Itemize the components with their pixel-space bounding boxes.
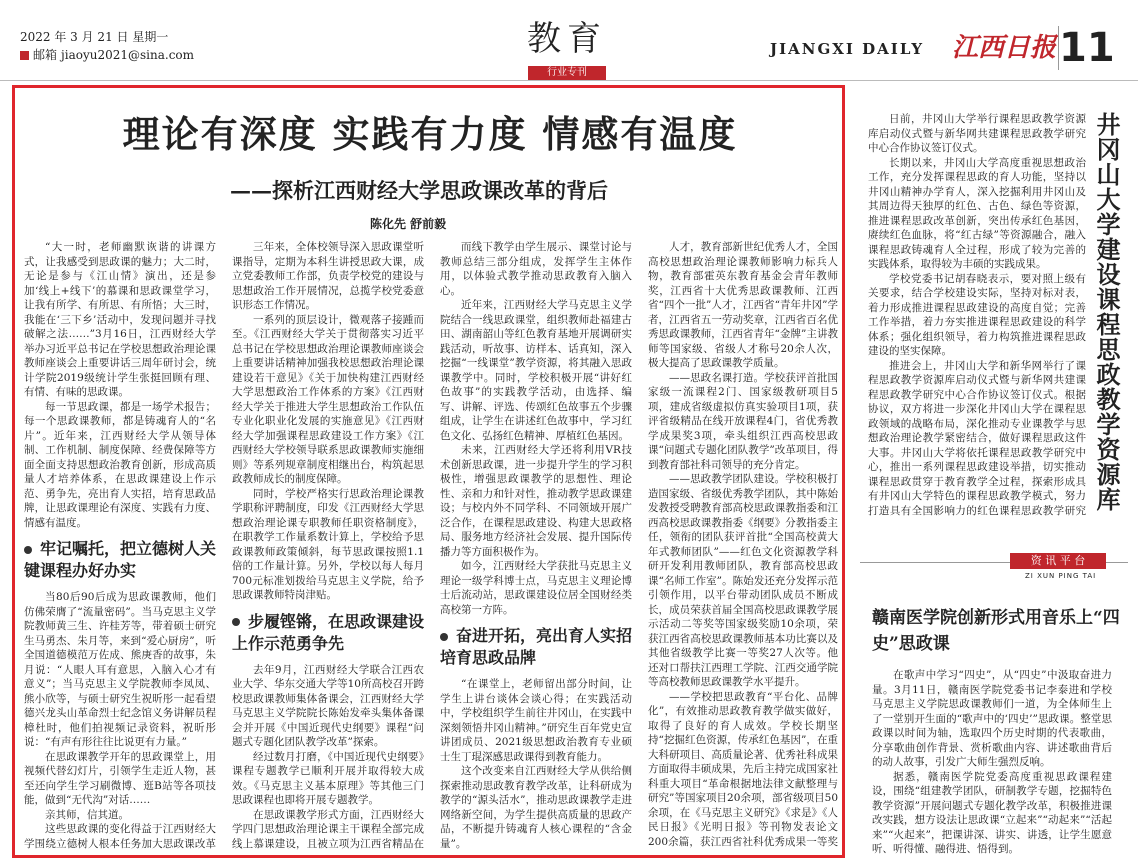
paragraph: 同时，学校严格实行思政治理论课教学职称评聘制度，印发《江西财经大学思想政治理论课专职教师任职资格制度》，在职教学工作量系数计算上，学校给予思政课教师政策倾斜，每节思政课按照1.1倍的工作量计算。另外，学校以每人每月700元标准划拨给马克思主义学院，给予思政课教师特岗津贴。 xyxy=(232,487,424,601)
article-column-2 xyxy=(232,240,424,850)
byline: 陈化先 舒前毅 xyxy=(370,217,447,231)
mail-marker-icon xyxy=(20,51,29,60)
paper-name-en: JIANGXI DAILY xyxy=(770,40,925,58)
section-heading-3: 奋进开拓，亮出育人实招培育思政品牌 xyxy=(440,626,632,667)
masthead-meta xyxy=(20,28,194,64)
paragraph: 在歌声中学习“四史”，从“四史”中汲取奋进力量。3月11日，赣南医学院党委书记李泰进和学校马克思主义学院思政课教师们一道，为全体师生上了一堂别开生面的“歌声中的‘四史’”思政课。整堂思政课以时间为轴，选取四个历史时期的代表歌曲，分享歌曲创作背景、赏析歌曲内容、讲述歌曲背后的动人故事，引发广大师生强烈反响。 xyxy=(872,669,1112,768)
paragraph: 学校党委书记胡春晓表示，要对照上级有关要求，结合学校建设实际，坚持对标对表，着力形成推进课程思政建设的高度自觉；完善工作举措，着力夯实推进课程思政建设的科学体系；强化组织领导，着力构筑推进课程思政建设的坚实保障。 xyxy=(868,272,1086,357)
paragraph: 推进会上，井冈山大学和新华网举行了课程思政教学资源库启动仪式暨与新华网共建课程思政教学研究中心合作协议签订仪式。根据协议，双方将进一步深化井冈山大学在课程思政领域的战略布局，深化推动专业课教学与思想政治理论教学紧密结合，做好课程思政这件大事。井冈山大学将依托课程思政教学研究中心，推出一系列课程思政建设举措，切实推动课程思政贯穿于教育教学全过程，探索形成具有井冈山大学特色的课程思政教学模式，努力打造具有全国影响力的红色课程思政教学研究 xyxy=(868,359,1086,517)
bullet-icon xyxy=(440,633,448,641)
paragraph: 近年来，江西财经大学马克思主义学院结合一线思政课堂，组织教师赴福建古田、湖南韶山等红色教育基地开展调研实践活动，听故事、访样本、话真知，深入挖掘“一线课堂”教学资源，将其融入思政课教学中。同时，学校积极开展“讲好红色故事”的实践教学活动，由选择、编写、讲解、评选、传颂红色故事五个步骤组成，让学生在讲述红色故事中，学习红色文化、弘扬红色精神、厚植红色基因。 xyxy=(440,299,632,442)
section-heading-1: 牢记嘱托，把立德树人关键课程办好办实 xyxy=(24,539,216,580)
paragraph: 而线下教学由学生展示、课堂讨论与教师总结三部分组成，发挥学生主体作用，以体验式教学推动思政教育入脑入心。 xyxy=(440,241,632,297)
paragraph: 长期以来，井冈山大学高度重视思想政治工作，充分发挥课程思政的育人功能，坚持以井冈山精神办学育人，深入挖掘利用井冈山及其周边得天独厚的红色、古色、绿色等资源，推进课程思政改革创新，突出传承红色基因，赓续红色血脉，将“红古绿”等资源融合，融入课程思政铸魂育人全过程，形成了较为完善的实践体系，取得较为丰硕的实践成果。 xyxy=(868,156,1086,270)
paragraph: 日前，井冈山大学举行课程思政教学资源库启动仪式暨与新华网共建课程思政教学研究中心合作协议签订仪式。 xyxy=(868,113,1086,154)
paragraph: 亲其师，信其道。 xyxy=(45,808,129,821)
paragraph: 每一节思政课，都是一场学术报告；每一个思政课教师，都是铸魂育人的“名片”。近年来，江西财经大学从领导体制、工作机制、制度保障、经费保障等方面全面支持思想政治教育创新，形成高质量人才培养体系，在思政课建设上作示范、勇争先，亮出育人实招，培育思政品牌，让思政课理论有深度、实践有力度、情感有温度。 xyxy=(24,400,216,529)
paragraph: 据悉，赣南医学院党委高度重视思政课程建设，围绕“组建教学团队，研制教学专题，挖掘特色教学资源”开展问题式专题化教学改革，积极推进课改实践，想方设法让思政课“立起来”“动起来”“活起来”“火起来”，把课讲深、讲实、讲透，让学生愿意听、听得懂、融得进、悟得到。 xyxy=(872,770,1112,855)
article-column-1 xyxy=(24,240,216,850)
info-section-label-en: ZI XUN PING TAI xyxy=(1025,572,1097,580)
paragraph: 人才，教育部新世纪优秀人才，全国高校思想政治理论课教师影响力标兵人物，教育部霍英东教育基金会青年教师奖，江西省十大优秀思政课教师、江西省“四个一批”人才，江西省“青年井冈”学者，江西省五一劳动奖章，江西省百名优秀思政课教师，江西省青年“金牌”主讲教师等国家级、省级人才称号20余人次，极大提高了思政课教学质量。 xyxy=(648,241,838,369)
paragraph: 一系列的顶层设计，微观落子接踵而至。《江西财经大学关于贯彻落实习近平总书记在学校思想政治理论课教师座谈会上重要讲话精神加强我校思想政治理论课建设若干意见》《关于加快构建江西财经大学思想政治工作体系的方案》《江西财经大学关于推进大学生思想政治工作队伍专业化职业化发展的实施意见》《江西财经大学加强课程思政建设工作方案》《江西财经大学校领导联系思政课教师实施细则》等系列规章制度相继出台，构筑起思政教师成长的制度保障。 xyxy=(232,313,424,485)
mail-address: jiaoyu2021@sina.com xyxy=(61,48,195,62)
main-headline: 理论有深度 实践有力度 情感有温度 xyxy=(122,112,738,156)
paragraph: 这个改变来自江西财经大学从供给侧探索推动思政教育教学改革，让科研成为教学的“源头活水”，推动思政课教学走进网络新空间，为学生提供高质量的思政产品，不断提升铸魂育人核心课程的“含金量”。 xyxy=(440,765,632,850)
side-article-title: 井冈山大学建设课程思政教学资源库 xyxy=(1092,112,1121,512)
paragraph: “大一时，老师幽默诙谐的讲课方式，让我感受到思政课的魅力；大二时，无论是参与《江山情》演出，还是参加‘线上+线下’的慕课和思政课堂学习，让我有所学、有所思、有所悟；大三时，我能在‘三下乡’活动中，发现问题并寻找破解之法……”3月16日，江西财经大学举办习近平总书记在学校思想政治理论课教师座谈会上重要讲话三周年研讨会，统计学院2019级统计学生张挺回顾有理、有情、有味的思政课。 xyxy=(24,241,216,398)
article-column-4 xyxy=(648,240,838,850)
issue-date: 2022 年 3 月 21 日 星期一 xyxy=(20,30,169,44)
news-author xyxy=(872,857,1112,859)
bullet-icon xyxy=(24,546,32,554)
side-article-body xyxy=(868,112,1086,517)
info-divider xyxy=(860,562,1010,563)
mail-label: 邮箱 xyxy=(33,48,58,62)
info-section-label: 资 讯 平 台 xyxy=(1010,553,1106,569)
paragraph: 当80后90后成为思政课教师，他们仿佛荣膺了“流量密码”。当马克思主义学院教师黄三生、许桂芳等，带着硕士研究生马勇杰、朱月等，来到“爱心厨房”，听全国道德模范万佐成、熊庚香的故事，朱月说：“人眼人耳有意思，入脑入心才有意义”；当马克思主义学院教师李凤凤、熊小欣等，与硕士研究生祝昕彤一起看望德兴龙头山革命烈士纪念馆义务讲解员程樟杜时，他们拍视频记录资料，祝昕彤说：“有声有形往往比说更有力量。” xyxy=(24,591,216,748)
paragraph: 去年9月，江西财经大学联合江西农业大学、华东交通大学等10所高校召开跨校思政课教师集体备课会，江西财经大学马克思主义学院院长陈始发牵头集体备课会并开展《中国近现代史纲要》课程“问题式专题化团队教学改革”探索。 xyxy=(232,663,424,748)
paper-logo: 江西日报 xyxy=(952,33,1057,63)
paragraph: ——思政教学团队建设。学校积极打造国家级、省级优秀教学团队，其中陈始发教授受聘教育部高校思政课教指委和江西高校思政课教指委《纲要》分教指委主任，领衔的团队获评首批“全国高校黄大年式教师团队”——红色文化资源教学科研开发利用教师团队，教育部高校思政课“名师工作室”。陈始发还充分发挥示范引领作用，以平台带动团队成员不断成长，成员荣获首届全国高校思政课教学展示活动二等奖等国家级奖励10余项，荣获江西省高校思政课教师基本功比赛以及其他省级教学比赛一等奖27人次等。他还对口帮扶江西理工学院、江西交通学院等高校教师思政课教学水平提升。 xyxy=(648,473,838,688)
paragraph: ——思政名课打造。学校获评首批国家级一流课程2门、国家级教研项目5项，建成省级虚拟仿真实验项目1项，获评省级精品在线开放课程4门，省优秀教学成果奖3项，牵头组织江西高校思政课“问题式专题化团队教学”改革项目，得到教育部社科司领导的充分肯定。 xyxy=(648,371,838,471)
paragraph: 未来，江西财经大学还将利用VR技术创新思政课，进一步提升学生的学习积极性，增强思政课教学的思想性、理论性、亲和力和针对性，推动教学思政课建设；与校内外不同学科、不同领域开展广泛合作，在课程思政建设、构建大思政格局、服务地方经济社会发展、提升国际传播力等方面积极作为。 xyxy=(440,444,632,558)
bullet-icon xyxy=(232,618,240,626)
paragraph: 这些思政课的变化得益于江西财经大学围绕立德树人根本任务加大思政课改革 xyxy=(24,823,216,850)
paragraph: 如今，江西财经大学获批马克思主义理论一级学科博士点，马克思主义理论博士后流动站，思政课建设位居全国财经类高校第一方阵。 xyxy=(440,560,632,616)
header-rule xyxy=(0,80,1138,81)
section-title: 教育 xyxy=(527,19,607,59)
main-subheadline: ——探析江西财经大学思政课改革的背后 xyxy=(230,178,608,203)
paragraph: “在课堂上，老师留出部分时间，让学生上讲台谈体会谈心得；在实践活动中，学校组织学生前往井冈山，在实践中深刻领悟井冈山精神。”研究生百年党史宣讲团成员、2021级思想政治教育专业硕士生丁琨深感思政课得到教育能力。 xyxy=(440,678,632,763)
article-column-3 xyxy=(440,240,632,850)
paragraph: 在思政课教学形式方面，江西财经大学四门思想政治理论课主干课程全部完成线上慕课建设，且被立项为江西省精品在 xyxy=(232,808,424,850)
news-body xyxy=(872,668,1112,858)
paragraph: 在思政课教学开年的思政课堂上，用视频代替幻灯片，引领学生走近人物，甚至还向学生学习刷微博、逛B站等各项技能，做到“无代沟”对话…… xyxy=(24,750,216,806)
paragraph: ——学校把思政教育“平台化、品牌化”，有效推动思政教育教学做实做好，取得了良好的育人成效。学校长期坚持“挖掘红色资源，传承红色基因”，在重大科研项目、高质量论著、优秀社科成果方面取得丰硕成果，先后主持完成国家社科重大项目“革命根据地法律文献整理与研究”等国家项目20余项，部省级项目50余项，在《马克思主义研究》《求是》《人民日报》《光明日报》等刊物发表论文200余篇，获江西省社科优秀成果一等奖 xyxy=(648,690,838,848)
page-number: 11 xyxy=(1059,25,1115,71)
paragraph: 经过数月打磨，《中国近现代史纲要》课程专题教学已顺利开展并取得较大成效。《马克思主义基本原理》等其他三门思政课程也即将开展专题教学。 xyxy=(232,750,424,806)
news-title: 赣南医学院创新形式用音乐上“四史”思政课 xyxy=(872,608,1120,654)
section-subtitle: 行业专刊 xyxy=(528,66,606,80)
info-divider xyxy=(1106,562,1128,563)
section-heading-2: 步履铿锵，在思政课建设上作示范勇争先 xyxy=(232,611,424,653)
paragraph: 三年来，全体校领导深入思政课堂听课指导，定期为本科生讲授思政大课，成立党委教师工作部，负责学校党的建设与思想政治工作开展情况，总揽学校党委意识形态工作情况。 xyxy=(232,241,424,311)
